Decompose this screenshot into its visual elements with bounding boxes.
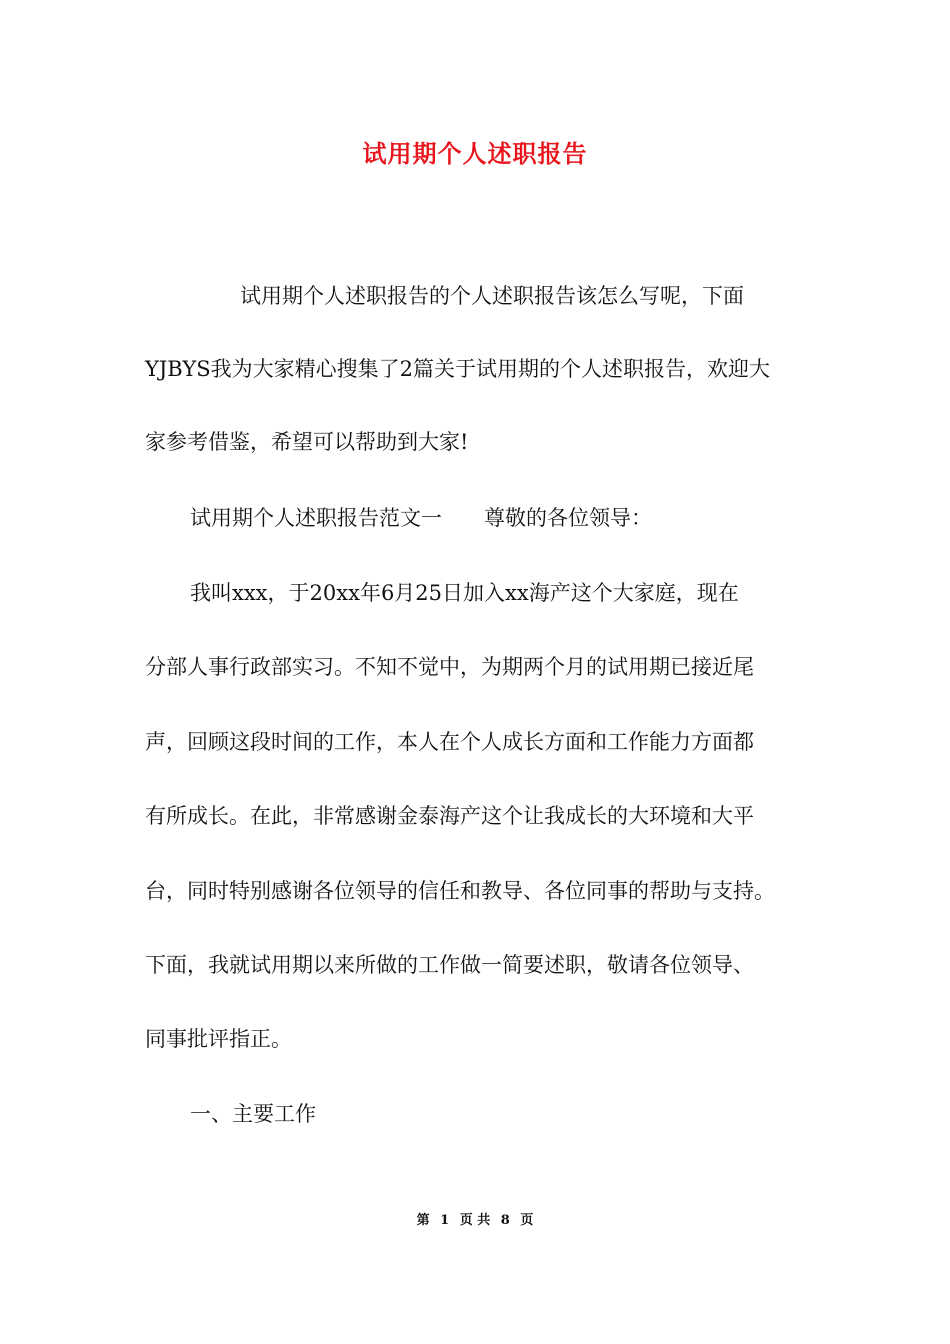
- section-heading: 一、主要工作: [190, 1102, 316, 1126]
- paragraph-line: 下面，我就试用期以来所做的工作做一简要述职，敬请各位领导、: [145, 953, 754, 977]
- paragraph-line: 台，同时特别感谢各位领导的信任和教导、各位同事的帮助与支持。: [145, 879, 775, 903]
- document-title: 试用期个人述职报告: [362, 139, 588, 168]
- paragraph-line: 同事批评指正。: [145, 1027, 292, 1051]
- footer-prefix: 第: [416, 1213, 430, 1228]
- paragraph-line: YJBYS我为大家精心搜集了2篇关于试用期的个人述职报告，欢迎大: [145, 357, 770, 381]
- paragraph-line: 试用期个人述职报告范文一 尊敬的各位领导：: [190, 506, 652, 530]
- footer-suffix: 页: [520, 1213, 534, 1228]
- paragraph-line: 家参考借鉴，希望可以帮助到大家!: [145, 430, 469, 454]
- footer-total-pages: 8: [500, 1213, 510, 1228]
- footer-current-page: 1: [440, 1213, 450, 1228]
- paragraph-line: 声，回顾这段时间的工作，本人在个人成长方面和工作能力方面都: [145, 730, 754, 754]
- paragraph-line: 分部人事行政部实习。不知不觉中，为期两个月的试用期已接近尾: [145, 655, 754, 679]
- footer-middle: 页 共: [459, 1213, 491, 1228]
- page-footer: [0, 1209, 950, 1228]
- paragraph-line: 有所成长。在此，非常感谢金泰海产这个让我成长的大环境和大平: [145, 804, 754, 828]
- paragraph-line: 试用期个人述职报告的个人述职报告该怎么写呢，下面: [240, 284, 744, 308]
- paragraph-line: 我叫xxx，于20xx年6月25日加入xx海产这个大家庭，现在: [190, 581, 739, 605]
